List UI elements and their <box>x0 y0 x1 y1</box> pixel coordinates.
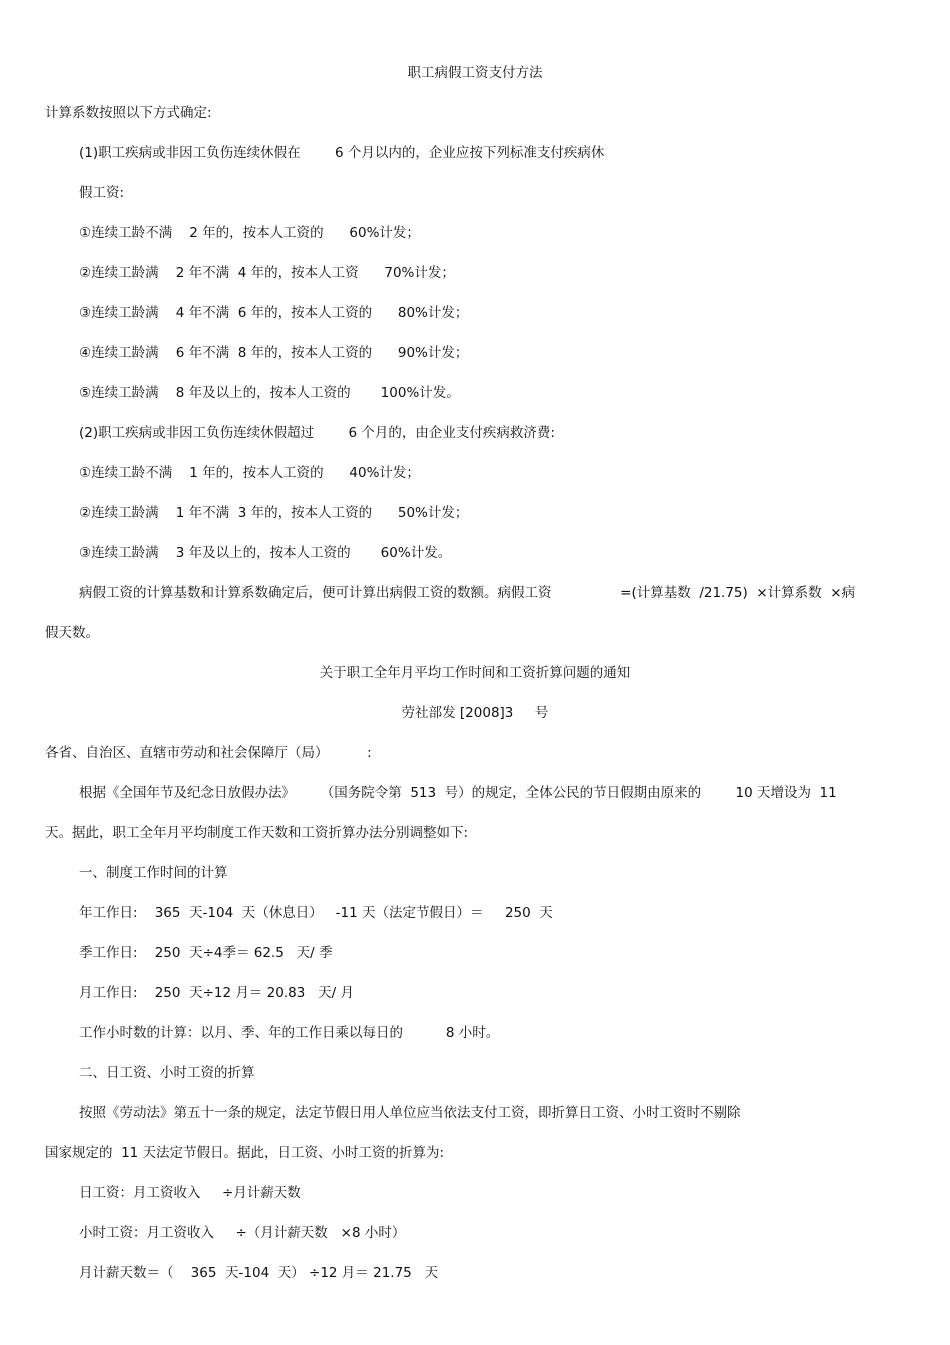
clause-2-item: ②连续工龄满 1 年不满 3 年的，按本人工资的 50%计发； <box>79 505 469 521</box>
clause-1-item: ②连续工龄满 2 年不满 4 年的，按本人工资 70%计发； <box>79 265 455 281</box>
clause-1-item: ④连续工龄满 6 年不满 8 年的，按本人工资的 90%计发； <box>79 345 469 361</box>
addressee: 各省、自治区、直辖市劳动和社会保障厅（局） : <box>45 745 372 761</box>
clause-2-item: ③连续工龄满 3 年及以上的，按本人工资的 60%计发。 <box>79 545 452 561</box>
section-2-heading: 二、日工资、小时工资的折算 <box>79 1065 255 1081</box>
clause-1-item: ⑤连续工龄满 8 年及以上的，按本人工资的 100%计发。 <box>79 385 460 401</box>
formula-line-a: 病假工资的计算基数和计算系数确定后，便可计算出病假工资的数额。病假工资 =(计算基数 /21.75) ×计算系数 ×病 <box>79 585 856 601</box>
section-1-heading: 一、制度工作时间的计算 <box>79 865 228 881</box>
formula-line-b: 假天数。 <box>45 625 99 641</box>
clause-2-line: (2)职工疾病或非因工负伤连续休假超过 6 个月的，由企业支付疾病救济费: <box>79 425 555 441</box>
hourly-wage-formula: 小时工资：月工资收入 ÷（月计薪天数 ×8 小时） <box>79 1225 406 1241</box>
clause-1-line-a: (1)职工疾病或非因工负伤连续休假在 6 个月以内的，企业应按下列标准支付疾病休 <box>79 145 605 161</box>
monthly-pay-days-formula: 月计薪天数＝（ 365 天-104 天） ÷12 月＝ 21.75 天 <box>79 1265 439 1281</box>
paragraph-2-line-a: 按照《劳动法》第五十一条的规定，法定节假日用人单位应当依法支付工资，即折算日工资、小时工资时不剔除 <box>79 1105 741 1121</box>
notice-title: 关于职工全年月平均工作时间和工资折算问题的通知 <box>319 665 631 681</box>
document-number: 劳社部发 [2008]3 号 <box>401 705 549 721</box>
intro-text: 计算系数按照以下方式确定: <box>45 105 212 121</box>
clause-2-item: ①连续工龄不满 1 年的，按本人工资的 40%计发； <box>79 465 420 481</box>
working-hours-calc: 工作小时数的计算：以月、季、年的工作日乘以每日的 8 小时。 <box>79 1025 500 1041</box>
monthly-workdays: 月工作日: 250 天÷12 月＝ 20.83 天/ 月 <box>79 985 354 1001</box>
daily-wage-formula: 日工资：月工资收入 ÷月计薪天数 <box>79 1185 301 1201</box>
clause-1-item: ③连续工龄满 4 年不满 6 年的，按本人工资的 80%计发； <box>79 305 469 321</box>
annual-workdays: 年工作日: 365 天-104 天（休息日） -11 天（法定节假日）＝ 250 天 <box>79 905 553 921</box>
paragraph-1-line-b: 天。据此，职工全年月平均制度工作天数和工资折算办法分别调整如下: <box>45 825 469 841</box>
clause-1-item: ①连续工龄不满 2 年的，按本人工资的 60%计发； <box>79 225 420 241</box>
document-title: 职工病假工资支付方法 <box>407 65 543 81</box>
paragraph-1-line-a: 根据《全国年节及纪念日放假办法》 （国务院令第 513 号）的规定，全体公民的节日假期由原来的 10 天增设为 11 <box>79 785 837 801</box>
clause-1-line-b: 假工资: <box>79 185 125 201</box>
paragraph-2-line-b: 国家规定的 11 天法定节假日。据此，日工资、小时工资的折算为: <box>45 1145 445 1161</box>
quarterly-workdays: 季工作日: 250 天÷4季＝ 62.5 天/ 季 <box>79 945 333 961</box>
